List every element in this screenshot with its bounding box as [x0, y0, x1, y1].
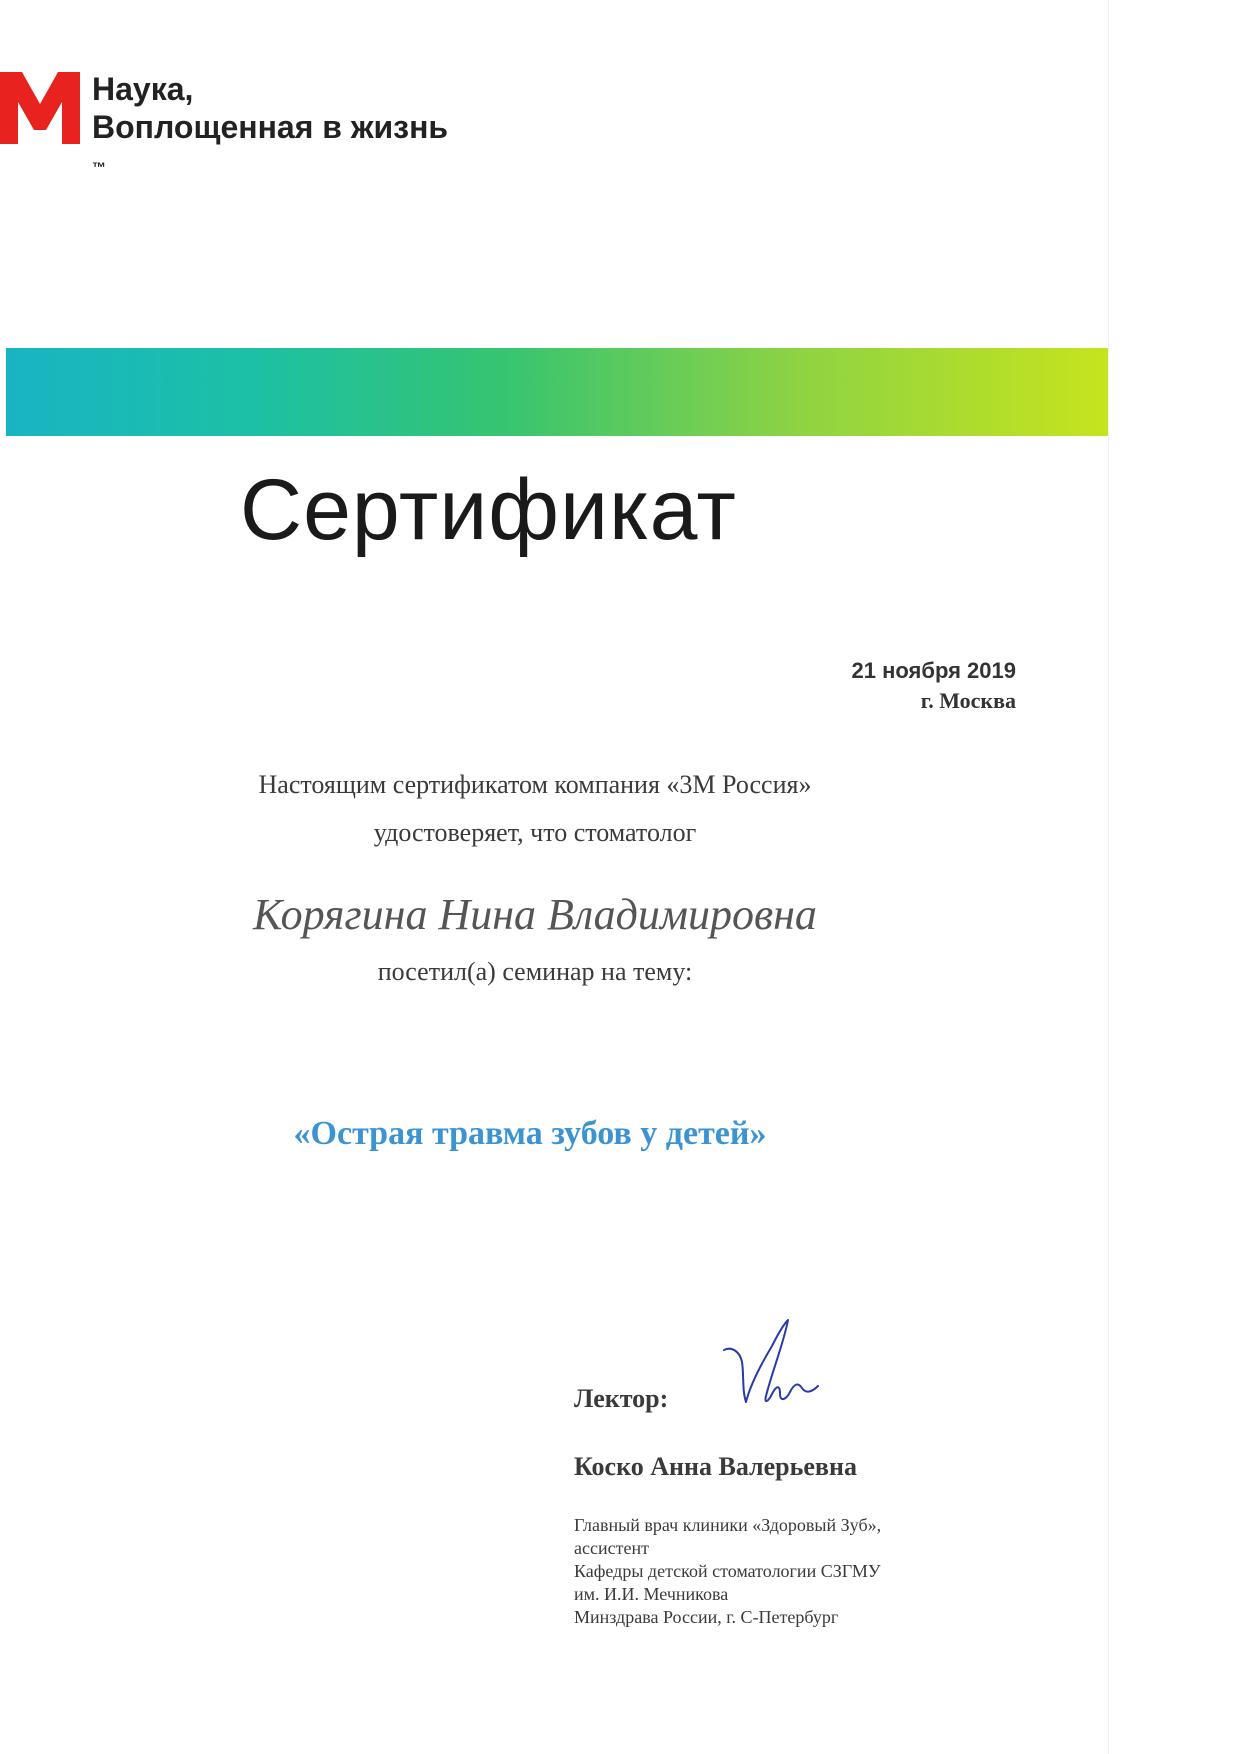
lector-info-line: Минздрава России, г. С-Петербург: [574, 1607, 839, 1627]
lector-info-line: Кафедры детской стоматологии СЗГМУ: [574, 1561, 881, 1581]
certificate-date: 21 ноября 2019: [851, 658, 1016, 683]
lector-name: Коско Анна Валерьевна: [574, 1452, 857, 1481]
trademark-sign: ™: [92, 159, 106, 175]
body-line-4: посетил(а) семинар на тему:: [377, 957, 693, 986]
lector-info-line: им. И.И. Мечникова: [574, 1584, 729, 1604]
gradient-band: [6, 348, 1108, 436]
slogan-line-1: Наука,: [92, 71, 194, 107]
certificate-title: Сертификат: [240, 462, 737, 558]
recipient-name: Корягина Нина Владимировна: [253, 890, 817, 939]
lector-info: [574, 1514, 881, 1629]
slogan: [92, 70, 448, 184]
lector-label: Лектор:: [574, 1384, 669, 1413]
page-edge: [1108, 0, 1240, 1754]
slogan-line-2: Воплощенная в жизнь ™: [92, 108, 448, 184]
body-line-2: удостоверяет, что стоматолог: [373, 818, 697, 847]
certificate-place: г. Москва: [920, 688, 1016, 713]
handwritten-signature-icon: [706, 1316, 836, 1436]
lector-info-line: Главный врач клиники «Здоровый Зуб»,: [574, 1515, 882, 1535]
body-line-1: Настоящим сертификатом компания «3М Россия»: [258, 770, 812, 799]
logo-m-icon: [0, 72, 80, 144]
lector-info-line: ассистент: [574, 1538, 649, 1558]
seminar-topic: «Острая травма зубов у детей»: [293, 1115, 767, 1152]
